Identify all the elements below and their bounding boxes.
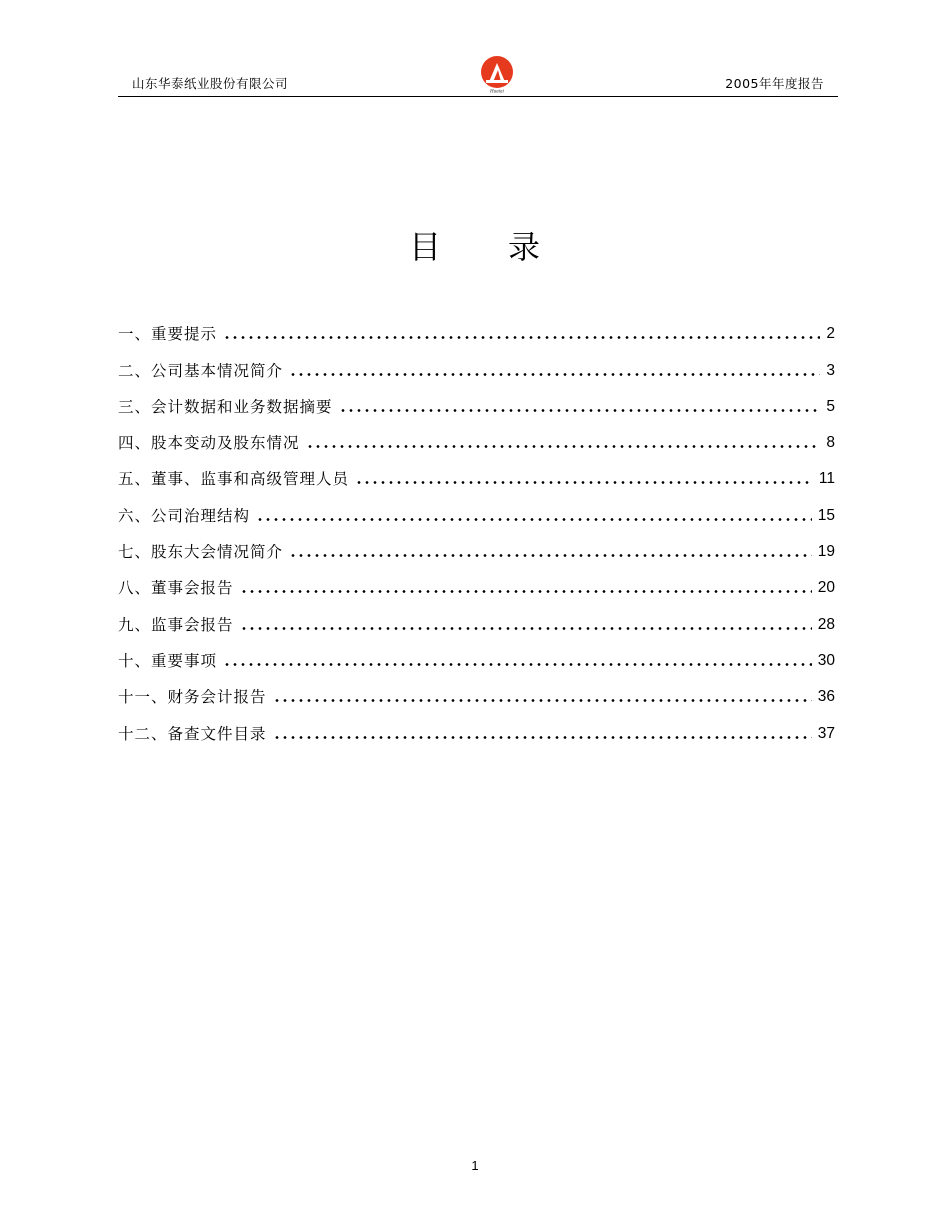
page-title-char-2: 录 <box>508 228 542 266</box>
toc-entry-page: 2 <box>826 325 835 343</box>
toc-entry-label: 七、股东大会情况简介 <box>118 543 284 562</box>
toc-dot-leader <box>223 663 812 666</box>
toc-entry[interactable] <box>118 310 835 346</box>
toc-entry-page: 28 <box>817 615 835 633</box>
toc-entry-label: 十、重要事项 <box>118 651 218 670</box>
toc-dot-leader <box>289 373 820 376</box>
page-title-char-1: 目 <box>408 228 442 266</box>
toc-dot-leader <box>223 336 820 339</box>
toc-entry-page: 5 <box>826 397 835 415</box>
toc-dot-leader <box>256 518 812 521</box>
toc-entry[interactable] <box>118 455 835 491</box>
toc-entry-label: 一、重要提示 <box>118 325 218 344</box>
toc-dot-leader <box>289 554 812 557</box>
toc-entry[interactable] <box>118 709 835 745</box>
toc-entry[interactable] <box>118 491 835 527</box>
toc-entry-label: 十二、备查文件目录 <box>118 724 267 743</box>
toc-dot-leader <box>240 627 812 630</box>
toc-entry-label: 六、公司治理结构 <box>118 506 251 525</box>
toc-dot-leader <box>273 699 812 702</box>
toc-entry-label: 九、监事会报告 <box>118 615 234 634</box>
toc-entry-label: 四、股本变动及股东情况 <box>118 434 300 453</box>
toc-entry[interactable] <box>118 419 835 455</box>
toc-entry-page: 19 <box>817 543 835 561</box>
toc-entry-label: 十一、财务会计报告 <box>118 688 267 707</box>
table-of-contents <box>118 310 835 746</box>
toc-entry[interactable] <box>118 600 835 636</box>
toc-dot-leader <box>306 445 821 448</box>
toc-entry-label: 三、会计数据和业务数据摘要 <box>118 397 333 416</box>
page-title <box>0 222 950 268</box>
toc-entry-label: 五、董事、监事和高级管理人员 <box>118 470 350 489</box>
toc-dot-leader <box>339 409 821 412</box>
toc-entry-page: 8 <box>826 434 835 452</box>
page-header <box>118 54 838 97</box>
logo-text: Huatai <box>490 89 504 94</box>
toc-entry-page: 11 <box>818 470 835 488</box>
toc-entry[interactable] <box>118 673 835 709</box>
toc-dot-leader <box>240 590 812 593</box>
toc-dot-leader <box>273 736 812 739</box>
toc-entry-page: 30 <box>817 651 835 669</box>
toc-entry[interactable] <box>118 383 835 419</box>
header-report-title: 2005年年度报告 <box>725 76 824 91</box>
page-number: 1 <box>471 1158 479 1173</box>
header-company-name: 山东华泰纸业股份有限公司 <box>132 76 289 91</box>
toc-dot-leader <box>355 481 813 484</box>
company-logo-icon <box>477 54 517 94</box>
toc-entry-page: 15 <box>817 506 835 524</box>
toc-entry-label: 二、公司基本情况简介 <box>118 361 284 380</box>
toc-entry-label: 八、董事会报告 <box>118 579 234 598</box>
toc-entry[interactable] <box>118 637 835 673</box>
toc-entry[interactable] <box>118 528 835 564</box>
toc-entry[interactable] <box>118 346 835 382</box>
toc-entry-page: 36 <box>817 688 835 706</box>
toc-entry[interactable] <box>118 564 835 600</box>
toc-entry-page: 20 <box>817 579 835 597</box>
toc-entry-page: 37 <box>817 724 835 742</box>
toc-entry-page: 3 <box>826 361 835 379</box>
